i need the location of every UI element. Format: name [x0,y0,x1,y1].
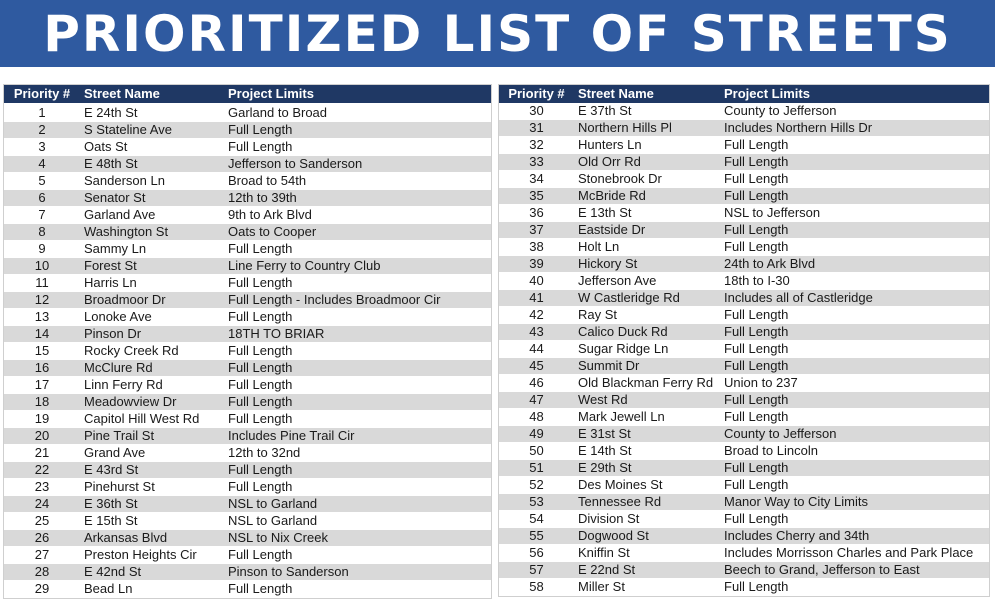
table-row [4,496,491,513]
project-limits-cell: Full Length [720,171,989,188]
priority-cell: 36 [499,205,574,222]
table-row [499,120,989,137]
project-limits-cell: Full Length [224,122,491,139]
street-name-cell: Grand Ave [80,445,224,462]
street-name-cell: Ray St [574,307,720,324]
table-row [499,358,989,375]
project-limits-column-header: Project Limits [224,85,491,103]
project-limits-cell: NSL to Jefferson [720,205,989,222]
street-name-cell: Des Moines St [574,477,720,494]
table-row [4,428,491,445]
project-limits-cell: Manor Way to City Limits [720,494,989,511]
project-limits-cell: Full Length [224,377,491,394]
street-name-cell: E 36th St [80,496,224,513]
project-limits-cell: Full Length [720,409,989,426]
table-row [499,103,989,120]
project-limits-cell: Full Length [720,358,989,375]
project-limits-cell: Beech to Grand, Jefferson to East [720,562,989,579]
table-row [499,392,989,409]
table-row [4,394,491,411]
priority-column-header: Priority # [499,85,574,103]
street-name-column-header: Street Name [80,85,224,103]
project-limits-cell: Full Length [224,394,491,411]
street-name-cell: E 15th St [80,513,224,530]
table-row [499,460,989,477]
street-name-cell: Jefferson Ave [574,273,720,290]
priority-cell: 10 [4,258,80,275]
project-limits-cell: NSL to Garland [224,513,491,530]
priority-cell: 18 [4,394,80,411]
street-name-cell: Miller St [574,579,720,596]
project-limits-cell: 12th to 39th [224,190,491,207]
table-row [499,341,989,358]
table-row [4,258,491,275]
priority-cell: 53 [499,494,574,511]
table-row [499,290,989,307]
street-name-cell: Holt Ln [574,239,720,256]
street-name-cell: Old Orr Rd [574,154,720,171]
project-limits-cell: Oats to Cooper [224,224,491,241]
priority-cell: 40 [499,273,574,290]
street-name-cell: Arkansas Blvd [80,530,224,547]
table-row [499,137,989,154]
table-row [4,292,491,309]
priority-cell: 7 [4,207,80,224]
street-name-cell: Meadowview Dr [80,394,224,411]
project-limits-cell: Full Length [720,154,989,171]
street-name-cell: Harris Ln [80,275,224,292]
table-row [499,443,989,460]
priority-cell: 26 [4,530,80,547]
priority-cell: 1 [4,103,80,122]
priority-column-header: Priority # [4,85,80,103]
project-limits-cell: Full Length [224,275,491,292]
project-limits-cell: Line Ferry to Country Club [224,258,491,275]
project-limits-cell: Full Length [224,547,491,564]
project-limits-cell: Pinson to Sanderson [224,564,491,581]
street-name-cell: Lonoke Ave [80,309,224,326]
table-row [4,122,491,139]
street-name-cell: Stonebrook Dr [574,171,720,188]
street-name-cell: Kniffin St [574,545,720,562]
project-limits-cell: Full Length [720,137,989,154]
project-limits-cell: 12th to 32nd [224,445,491,462]
priority-cell: 45 [499,358,574,375]
project-limits-cell: 18th to I-30 [720,273,989,290]
street-name-cell: McClure Rd [80,360,224,377]
table-row [499,171,989,188]
project-limits-cell: County to Jefferson [720,426,989,443]
table-row [4,190,491,207]
priority-cell: 11 [4,275,80,292]
priority-cell: 9 [4,241,80,258]
street-name-cell: E 13th St [574,205,720,222]
table-row [499,273,989,290]
street-name-cell: E 48th St [80,156,224,173]
priority-cell: 17 [4,377,80,394]
priority-cell: 23 [4,479,80,496]
street-name-cell: McBride Rd [574,188,720,205]
priority-cell: 5 [4,173,80,190]
table-row [499,426,989,443]
project-limits-cell: Full Length [224,462,491,479]
street-name-cell: Pine Trail St [80,428,224,445]
street-name-column-header: Street Name [574,85,720,103]
project-limits-cell: Full Length [720,324,989,341]
priority-cell: 22 [4,462,80,479]
project-limits-cell: Broad to Lincoln [720,443,989,460]
project-limits-cell: Full Length [224,241,491,258]
project-limits-cell: Union to 237 [720,375,989,392]
street-name-cell: Northern Hills Pl [574,120,720,137]
street-name-cell: Rocky Creek Rd [80,343,224,360]
priority-cell: 28 [4,564,80,581]
project-limits-cell: Full Length [224,139,491,156]
street-name-cell: E 31st St [574,426,720,443]
table-row [4,377,491,394]
table-header [499,85,989,103]
street-name-cell: Sanderson Ln [80,173,224,190]
street-table-right [498,84,990,597]
project-limits-cell: Includes Cherry and 34th [720,528,989,545]
table-row [499,188,989,205]
project-limits-cell: Full Length [720,188,989,205]
table-row [4,411,491,428]
street-name-cell: Capitol Hill West Rd [80,411,224,428]
street-name-cell: Hunters Ln [574,137,720,154]
table-row [499,494,989,511]
priority-cell: 27 [4,547,80,564]
priority-cell: 14 [4,326,80,343]
priority-cell: 29 [4,581,80,598]
table-row [499,239,989,256]
table-header [4,85,491,103]
street-name-cell: E 42nd St [80,564,224,581]
priority-cell: 49 [499,426,574,443]
street-name-cell: Summit Dr [574,358,720,375]
table-row [499,375,989,392]
street-name-cell: E 37th St [574,103,720,120]
street-name-cell: W Castleridge Rd [574,290,720,307]
table-row [499,154,989,171]
priority-cell: 21 [4,445,80,462]
street-name-cell: Broadmoor Dr [80,292,224,309]
priority-cell: 16 [4,360,80,377]
project-limits-cell: Full Length [720,392,989,409]
priority-cell: 39 [499,256,574,273]
project-limits-cell: Full Length [224,360,491,377]
street-name-cell: E 43rd St [80,462,224,479]
priority-cell: 25 [4,513,80,530]
street-name-cell: Old Blackman Ferry Rd [574,375,720,392]
priority-cell: 19 [4,411,80,428]
project-limits-cell: Garland to Broad [224,103,491,122]
table-row [4,530,491,547]
table-row [4,139,491,156]
priority-cell: 48 [499,409,574,426]
street-name-cell: Sammy Ln [80,241,224,258]
street-name-cell: Pinson Dr [80,326,224,343]
table-row [4,445,491,462]
project-limits-cell: 9th to Ark Blvd [224,207,491,224]
project-limits-cell: Includes Pine Trail Cir [224,428,491,445]
project-limits-cell: Includes all of Castleridge [720,290,989,307]
project-limits-cell: Includes Northern Hills Dr [720,120,989,137]
project-limits-cell: Full Length [224,479,491,496]
street-name-cell: Linn Ferry Rd [80,377,224,394]
table-row [499,528,989,545]
project-limits-cell: Includes Morrisson Charles and Park Place [720,545,989,562]
priority-cell: 24 [4,496,80,513]
priority-cell: 46 [499,375,574,392]
page-title: PRIORITIZED LIST OF STREETS [43,4,952,63]
table-row [4,547,491,564]
table-row [4,326,491,343]
street-name-cell: Forest St [80,258,224,275]
table-row [4,581,491,598]
table-row [4,275,491,292]
table-row [4,479,491,496]
priority-cell: 51 [499,460,574,477]
project-limits-cell: County to Jefferson [720,103,989,120]
table-row [4,462,491,479]
table-row [499,545,989,562]
priority-cell: 54 [499,511,574,528]
priority-cell: 33 [499,154,574,171]
street-name-cell: Oats St [80,139,224,156]
priority-cell: 13 [4,309,80,326]
table-row [499,579,989,596]
table-row [499,256,989,273]
table-row [4,343,491,360]
project-limits-cell: Full Length [224,309,491,326]
priority-cell: 43 [499,324,574,341]
table-row [4,241,491,258]
project-limits-cell: Full Length [720,579,989,596]
table-row [4,207,491,224]
priority-cell: 37 [499,222,574,239]
street-name-cell: Mark Jewell Ln [574,409,720,426]
street-name-cell: Pinehurst St [80,479,224,496]
priority-cell: 20 [4,428,80,445]
street-name-cell: Division St [574,511,720,528]
priority-cell: 38 [499,239,574,256]
priority-cell: 44 [499,341,574,358]
street-name-cell: Bead Ln [80,581,224,598]
street-name-cell: Senator St [80,190,224,207]
street-name-cell: E 14th St [574,443,720,460]
project-limits-cell: Full Length [720,239,989,256]
priority-cell: 4 [4,156,80,173]
street-name-cell: E 24th St [80,103,224,122]
project-limits-cell: Full Length - Includes Broadmoor Cir [224,292,491,309]
project-limits-cell: Full Length [720,341,989,358]
project-limits-cell: Jefferson to Sanderson [224,156,491,173]
table-row [4,156,491,173]
table-row [499,511,989,528]
project-limits-cell: Full Length [720,307,989,324]
street-name-cell: E 29th St [574,460,720,477]
table-row [4,224,491,241]
priority-cell: 41 [499,290,574,307]
priority-cell: 3 [4,139,80,156]
street-name-cell: Eastside Dr [574,222,720,239]
table-row [499,222,989,239]
priority-cell: 55 [499,528,574,545]
street-name-cell: Preston Heights Cir [80,547,224,564]
priority-cell: 50 [499,443,574,460]
street-name-cell: Sugar Ridge Ln [574,341,720,358]
priority-cell: 2 [4,122,80,139]
project-limits-cell: Full Length [720,477,989,494]
priority-cell: 31 [499,120,574,137]
project-limits-cell: 24th to Ark Blvd [720,256,989,273]
project-limits-cell: NSL to Nix Creek [224,530,491,547]
street-table-left [3,84,492,599]
table-row [499,477,989,494]
street-name-cell: Washington St [80,224,224,241]
priority-cell: 15 [4,343,80,360]
priority-cell: 34 [499,171,574,188]
project-limits-column-header: Project Limits [720,85,989,103]
project-limits-cell: 18TH TO BRIAR [224,326,491,343]
street-name-cell: Tennessee Rd [574,494,720,511]
title-banner [0,0,995,67]
table-row [4,360,491,377]
priority-cell: 52 [499,477,574,494]
table-row [499,562,989,579]
priority-cell: 57 [499,562,574,579]
table-row [499,409,989,426]
priority-cell: 30 [499,103,574,120]
table-row [4,173,491,190]
street-name-cell: Dogwood St [574,528,720,545]
street-name-cell: E 22nd St [574,562,720,579]
priority-cell: 12 [4,292,80,309]
priority-cell: 35 [499,188,574,205]
project-limits-cell: NSL to Garland [224,496,491,513]
project-limits-cell: Full Length [720,222,989,239]
project-limits-cell: Full Length [224,343,491,360]
street-name-cell: S Stateline Ave [80,122,224,139]
priority-cell: 47 [499,392,574,409]
project-limits-cell: Full Length [224,581,491,598]
priority-cell: 32 [499,137,574,154]
street-name-cell: West Rd [574,392,720,409]
table-row [499,307,989,324]
table-row [4,564,491,581]
street-name-cell: Calico Duck Rd [574,324,720,341]
priority-cell: 8 [4,224,80,241]
street-name-cell: Garland Ave [80,207,224,224]
table-row [499,324,989,341]
table-row [4,309,491,326]
project-limits-cell: Broad to 54th [224,173,491,190]
project-limits-cell: Full Length [720,460,989,477]
priority-cell: 56 [499,545,574,562]
table-row [4,103,491,122]
project-limits-cell: Full Length [720,511,989,528]
priority-cell: 42 [499,307,574,324]
priority-cell: 6 [4,190,80,207]
priority-cell: 58 [499,579,574,596]
table-row [499,205,989,222]
project-limits-cell: Full Length [224,411,491,428]
street-name-cell: Hickory St [574,256,720,273]
table-row [4,513,491,530]
